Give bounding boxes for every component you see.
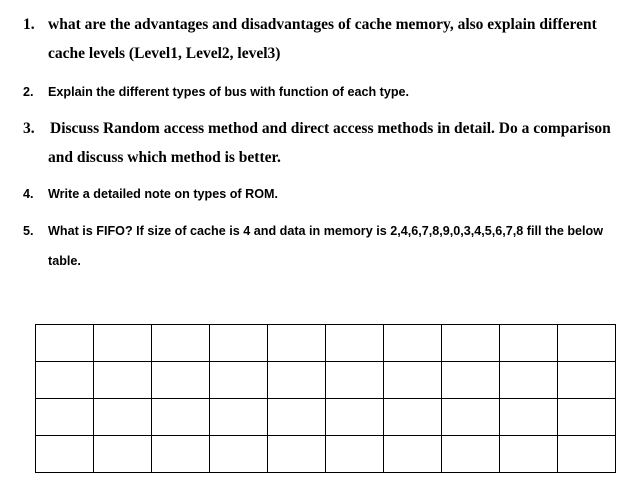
- question-5-number: 5.: [23, 224, 34, 238]
- table-cell: [210, 436, 268, 473]
- table-cell: [442, 325, 500, 362]
- table-cell: [558, 325, 616, 362]
- question-3-line-2: and discuss which method is better.: [48, 149, 281, 166]
- table-cell: [152, 325, 210, 362]
- table-cell: [210, 325, 268, 362]
- table-cell: [94, 399, 152, 436]
- table-cell: [500, 436, 558, 473]
- question-5-line-1: What is FIFO? If size of cache is 4 and data in memory is 2,4,6,7,8,9,0,3,4,5,6,7,8 fill the below: [48, 224, 604, 238]
- fifo-table: [35, 324, 616, 473]
- table-cell: [442, 436, 500, 473]
- table-cell: [558, 399, 616, 436]
- table-cell: [442, 362, 500, 399]
- table-cell: [384, 399, 442, 436]
- table-row: [36, 325, 616, 362]
- table-cell: [36, 436, 94, 473]
- table-cell: [210, 362, 268, 399]
- table-cell: [500, 325, 558, 362]
- question-4-number: 4.: [23, 187, 34, 201]
- table-row: [36, 436, 616, 473]
- table-cell: [326, 362, 384, 399]
- table-cell: [558, 436, 616, 473]
- table-cell: [442, 399, 500, 436]
- table-cell: [94, 362, 152, 399]
- table-cell: [36, 325, 94, 362]
- question-1-number: 1.: [23, 16, 35, 33]
- question-2-number: 2.: [23, 85, 34, 99]
- table-cell: [268, 362, 326, 399]
- table-cell: [36, 362, 94, 399]
- question-2-line-1: Explain the different types of bus with function of each type.: [48, 85, 410, 99]
- table-cell: [500, 362, 558, 399]
- question-3-number: 3.: [23, 120, 35, 137]
- question-3-line-1: Discuss Random access method and direct access methods in detail. Do a comparison: [50, 120, 611, 137]
- table-cell: [326, 325, 384, 362]
- table-cell: [152, 362, 210, 399]
- table-cell: [94, 436, 152, 473]
- table-cell: [152, 399, 210, 436]
- table-cell: [558, 362, 616, 399]
- table-row: [36, 399, 616, 436]
- table-cell: [384, 325, 442, 362]
- table-cell: [384, 362, 442, 399]
- table-cell: [210, 399, 268, 436]
- table-cell: [94, 325, 152, 362]
- question-1-line-2: cache levels (Level1, Level2, level3): [48, 45, 281, 62]
- question-4-line-1: Write a detailed note on types of ROM.: [48, 187, 278, 201]
- question-1-line-1: what are the advantages and disadvantages of cache memory, also explain different: [48, 16, 597, 33]
- table-cell: [500, 399, 558, 436]
- table-row: [36, 362, 616, 399]
- question-5-line-2: table.: [48, 254, 81, 268]
- table-cell: [152, 436, 210, 473]
- table-cell: [384, 436, 442, 473]
- table-cell: [268, 436, 326, 473]
- table-cell: [268, 325, 326, 362]
- table-cell: [268, 399, 326, 436]
- table-cell: [326, 399, 384, 436]
- table-cell: [36, 399, 94, 436]
- table-cell: [326, 436, 384, 473]
